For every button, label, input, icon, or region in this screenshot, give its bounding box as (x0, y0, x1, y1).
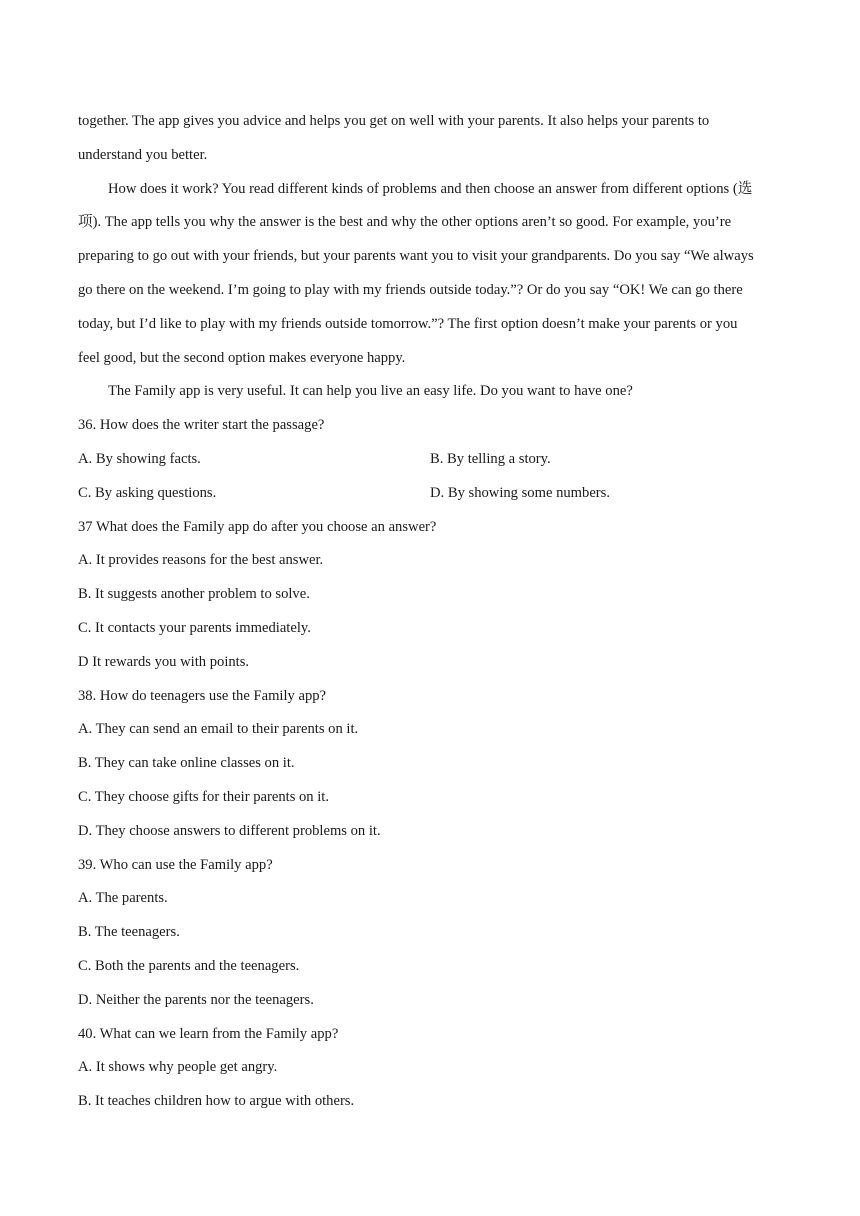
passage-line: 项). The app tells you why the answer is the best and why the other options aren’t so good. For example, you’re (78, 214, 732, 231)
option-d: D. They choose answers to different problems on it. (78, 822, 381, 839)
passage-line: go there on the weekend. I’m going to play with my friends outside today.”? Or do you say “OK! We can go there (78, 281, 743, 298)
option-b: B. It teaches children how to argue with others. (78, 1093, 355, 1110)
option-b: B. They can take online classes on it. (78, 755, 295, 772)
option-c: C. It contacts your parents immediately. (78, 619, 311, 636)
passage-line: preparing to go out with your friends, but your parents want you to visit your grandparents. Do you say “We always (78, 248, 754, 265)
question-stem: 37 What does the Family app do after you choose an answer? (78, 518, 437, 535)
passage-line: today, but I’d like to play with my friends outside tomorrow.”? The first option doesn’t make your parents or you (78, 315, 738, 332)
passage-line: understand you better. (78, 146, 208, 163)
option-b: B. It suggests another problem to solve. (78, 586, 310, 603)
option-d: D It rewards you with points. (78, 653, 250, 670)
option-d: D. By showing some numbers. (430, 484, 610, 501)
option-c: C. Both the parents and the teenagers. (78, 957, 300, 974)
option-d: D. Neither the parents nor the teenagers. (78, 991, 314, 1008)
option-c: C. By asking questions. (78, 484, 217, 501)
question-stem: 36. How does the writer start the passage? (78, 417, 325, 434)
option-row (78, 443, 783, 477)
option-a: A. The parents. (78, 890, 168, 907)
option-b: B. By telling a story. (430, 450, 551, 467)
passage-line: feel good, but the second option makes everyone happy. (78, 349, 406, 366)
option-a: A. By showing facts. (78, 450, 201, 467)
passage-line: How does it work? You read different kinds of problems and then choose an answer from different options (选 (108, 180, 753, 197)
document-content (78, 105, 783, 1119)
question-stem: 38. How do teenagers use the Family app? (78, 687, 327, 704)
question-stem: 40. What can we learn from the Family app? (78, 1025, 339, 1042)
option-b: B. The teenagers. (78, 924, 180, 941)
option-a: A. It shows why people get angry. (78, 1059, 278, 1076)
option-a: A. They can send an email to their parents on it. (78, 721, 359, 738)
option-a: A. It provides reasons for the best answer. (78, 552, 324, 569)
option-row (78, 477, 783, 511)
passage-line: together. The app gives you advice and helps you get on well with your parents. It also helps your parents to (78, 113, 710, 129)
passage-line: The Family app is very useful. It can help you live an easy life. Do you want to have one? (108, 383, 633, 400)
question-stem: 39. Who can use the Family app? (78, 856, 273, 873)
option-c: C. They choose gifts for their parents on it. (78, 788, 330, 805)
